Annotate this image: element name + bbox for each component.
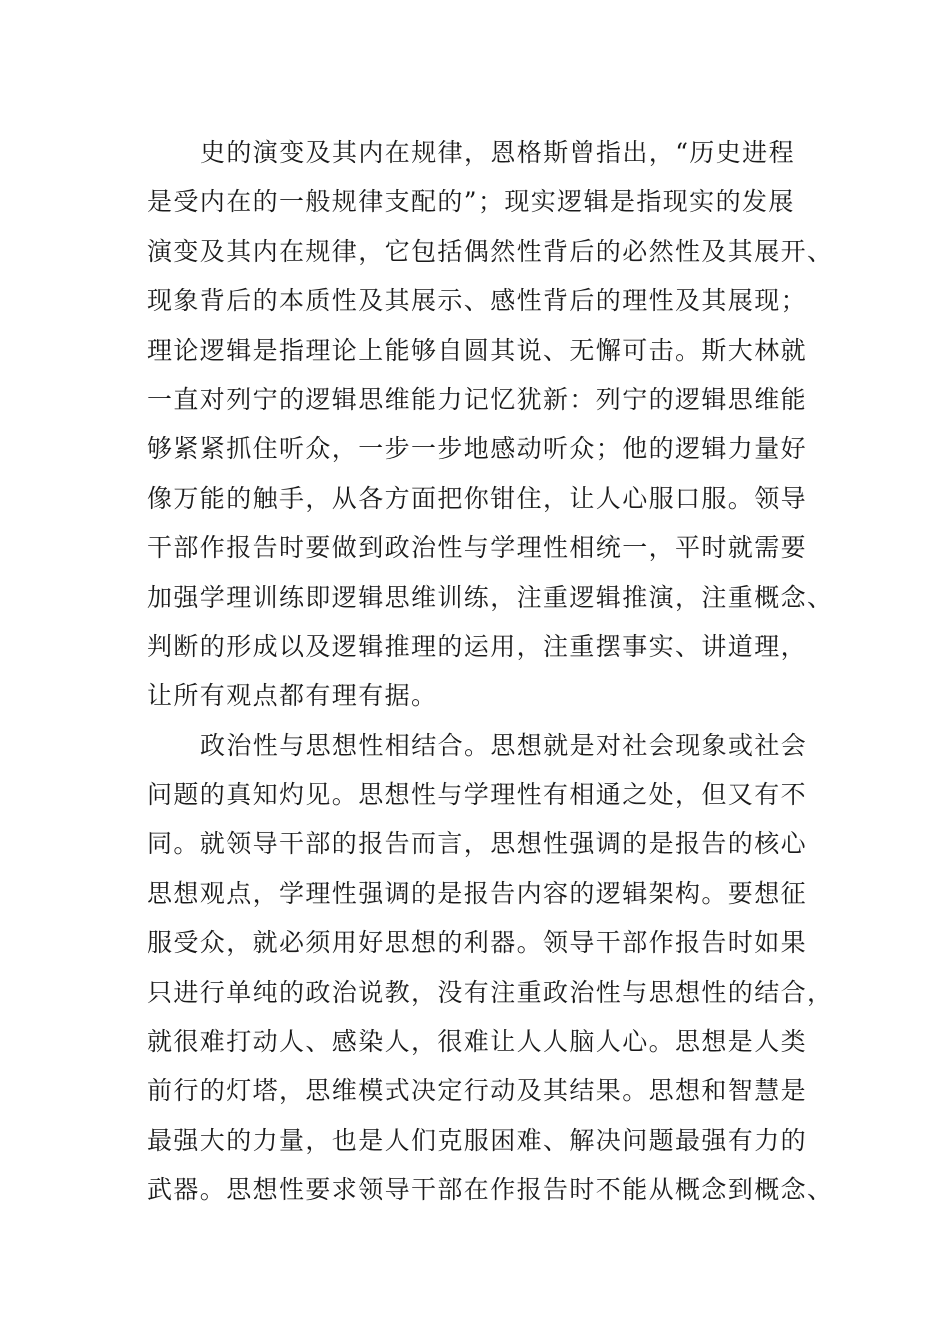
text-line: 思想观点，学理性强调的是报告内容的逻辑架构。要想征 [147,878,808,908]
body-text [147,128,834,1215]
text-line: 让所有观点都有理有据。 [147,681,438,711]
text-line: 判断的形成以及逻辑推理的运用，注重摆事实、讲道理， [147,631,808,661]
text-line: 像万能的触手，从各方面把你钳住，让人心服口服。领导 [147,483,808,513]
text-line: 问题的真知灼见。思想性与学理性有相通之处，但又有不 [147,780,808,810]
text-line: 武器。思想性要求领导干部在作报告时不能从概念到概念、 [147,1175,834,1205]
text-line: 现象背后的本质性及其展示、感性背后的理性及其展现； [147,286,808,316]
text-line: 同。就领导干部的报告而言，思想性强调的是报告的核心 [147,829,808,859]
text-line: 最强大的力量，也是人们克服困难、解决问题最强有力的 [147,1125,808,1155]
text-line: 够紧紧抓住听众，一步一步地感动听众；他的逻辑力量好 [147,434,808,464]
text-line: 就很难打动人、感染人，很难让人人脑人心。思想是人类 [147,1027,808,1057]
text-line: 一直对列宁的逻辑思维能力记忆犹新：列宁的逻辑思维能 [147,384,808,414]
text-line: 理论逻辑是指理论上能够自圆其说、无懈可击。斯大林就 [147,335,808,365]
text-line: 干部作报告时要做到政治性与学理性相统一，平时就需要 [147,533,808,563]
text-line: 政治性与思想性相结合。思想就是对社会现象或社会 [200,730,808,760]
text-line: 服受众，就必须用好思想的利器。领导干部作报告时如果 [147,928,808,958]
paragraph-1 [147,128,834,721]
text-line: 史的演变及其内在规律，恩格斯曾指出，“历史进程 [200,138,795,167]
text-line: 演变及其内在规律，它包括偶然性背后的必然性及其展开、 [147,236,834,266]
text-line: 前行的灯塔，思维模式决定行动及其结果。思想和智慧是 [147,1076,808,1106]
text-line: 加强学理训练即逻辑思维训练，注重逻辑推演，注重概念、 [147,582,834,612]
text-line: 是受内在的一般规律支配的”；现实逻辑是指现实的发展 [147,187,795,217]
text-line: 只进行单纯的政治说教，没有注重政治性与思想性的结合， [147,977,834,1007]
paragraph-2 [147,721,834,1215]
